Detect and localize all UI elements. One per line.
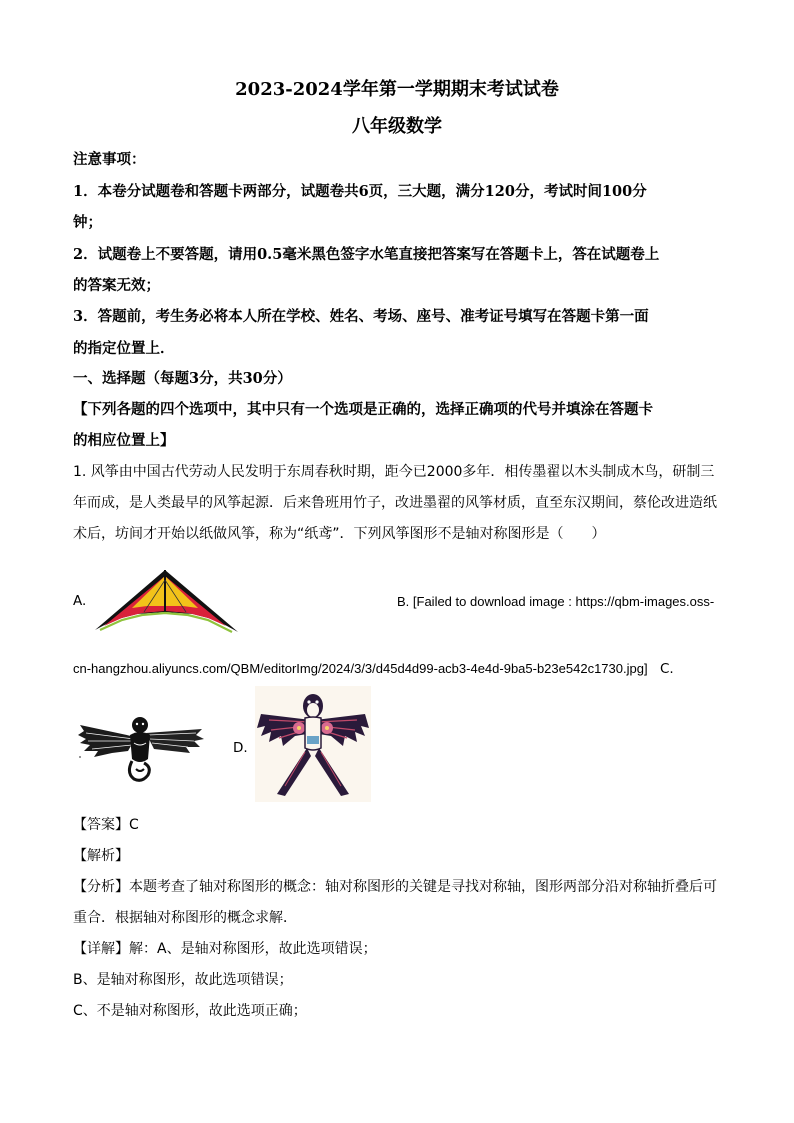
- exam-subtitle: 八年级数学: [352, 116, 442, 137]
- analysis-line-2: 重合．根据轴对称图形的概念求解．: [73, 910, 297, 926]
- note-3-line-1: 3．答题前，考生务必将本人所在学校、姓名、考场、座号、准考证号填写在答题卡第一面: [73, 308, 649, 325]
- detail-line-2: B、是轴对称图形，故此选项错误；: [73, 972, 293, 988]
- option-a-label: A.: [73, 593, 87, 609]
- notes-heading: 注意事项：: [73, 151, 146, 168]
- section-heading: 一、选择题（每题3分，共30分）: [73, 370, 292, 387]
- option-c-label: C.: [660, 661, 674, 677]
- answer-value: C: [129, 817, 139, 833]
- option-d-label: D.: [233, 740, 248, 756]
- note-3-line-2: 的指定位置上．: [73, 340, 175, 357]
- note-2-line-1: 2．试题卷上不要答题，请用0.5毫米黑色签字水笔直接把答案写在答题卡上，答在试题卷上: [73, 246, 660, 263]
- answer-label: 【答案】: [73, 817, 129, 833]
- question-1-line-3: 术后，坊间才开始以纸做风筝，称为“纸鸢”．下列风筝图形不是轴对称图形是（ ）: [73, 526, 606, 542]
- question-1-line-1: 1. 风筝由中国古代劳动人民发明于东周春秋时期，距今已2000多年．相传墨翟以木头制成木鸟，研制三: [73, 464, 715, 480]
- analysis-line-1: 【分析】本题考查了轴对称图形的概念：轴对称图形的关键是寻找对称轴，图形两部分沿对称轴折叠后可: [73, 879, 717, 895]
- option-b-failed-image-line-1: B. [Failed to download image : https://qbm-images.oss-: [397, 594, 715, 609]
- kite-c-image: [76, 707, 206, 787]
- answer-line: [73, 815, 139, 835]
- kite-d-image: [255, 686, 371, 802]
- note-1-line-2: 钟；: [73, 214, 102, 231]
- analysis-label: 【解析】: [73, 848, 129, 864]
- option-b-failed-image-line-2: cn-hangzhou.aliyuncs.com/QBM/editorImg/2024/3/3/d45d4d99-acb3-4e4d-9ba5-b23e542c1730.jpg]: [73, 661, 648, 676]
- detail-line-3: C、不是轴对称图形，故此选项正确；: [73, 1003, 307, 1019]
- section-instruction-line-2: 的相应位置上】: [73, 432, 175, 449]
- note-1-line-1: 1．本卷分试题卷和答题卡两部分，试题卷共6页，三大题，满分120分，考试时间100分: [73, 183, 647, 200]
- question-1-line-2: 年而成，是人类最早的风筝起源．后来鲁班用竹子，改进墨翟的风筝材质，直至东汉期间，蔡伦改进造纸: [73, 495, 717, 511]
- exam-title: 2023-2024学年第一学期期末考试试卷: [235, 79, 559, 100]
- section-instruction-line-1: 【下列各题的四个选项中，其中只有一个选项是正确的，选择正确项的代号并填涂在答题卡: [73, 401, 653, 418]
- detail-line-1: 【详解】解：A、是轴对称图形，故此选项错误；: [73, 941, 377, 957]
- note-2-line-2: 的答案无效；: [73, 277, 160, 294]
- kite-a-image: [92, 568, 242, 636]
